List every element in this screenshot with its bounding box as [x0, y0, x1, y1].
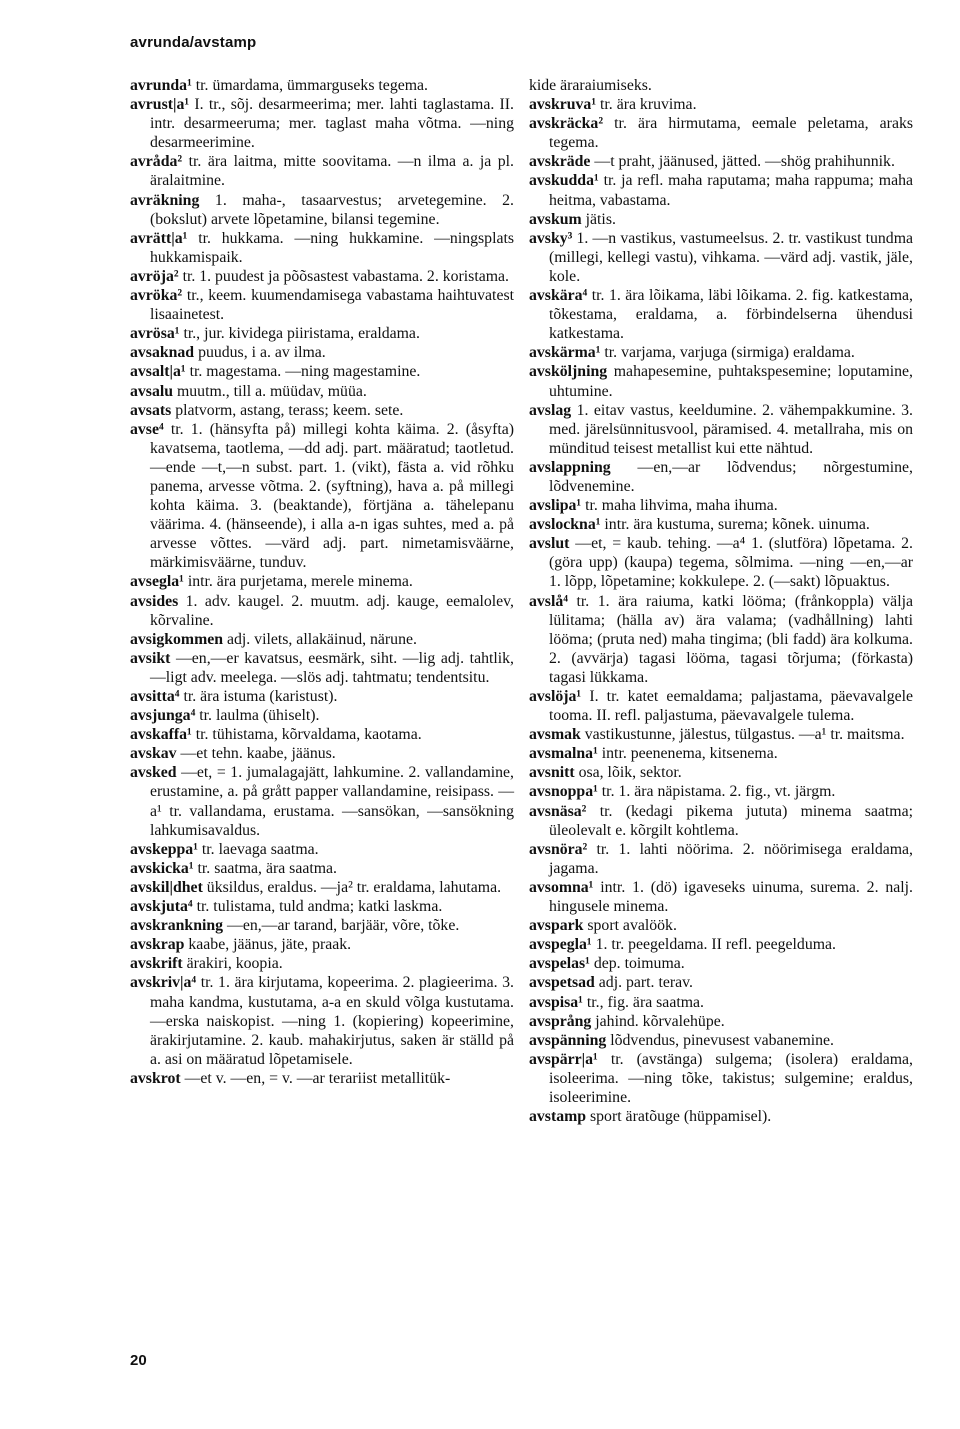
entry-headword: avsnitt	[529, 764, 575, 782]
entry-definition: kaabe, jäänus, jäte, praak.	[188, 936, 352, 954]
running-head: avrunda/avstamp	[130, 34, 257, 51]
entry-headword: avspärr|a¹	[529, 1050, 598, 1068]
dictionary-entry	[529, 744, 913, 763]
dictionary-entry	[529, 76, 913, 95]
dictionary-entry	[529, 592, 913, 687]
entry-headword: avrust|a¹	[130, 96, 190, 114]
dictionary-entry	[529, 687, 913, 725]
entry-headword: avsky³	[529, 229, 573, 247]
entry-headword: avskicka¹	[130, 859, 194, 877]
entry-headword: avspetsad	[529, 974, 595, 992]
dictionary-entry	[130, 954, 514, 973]
entry-definition: tr. ära laitma, mitte soovitama. —n ilma a. ja pl. äralaitmine.	[150, 153, 515, 190]
entry-headword: avråda²	[130, 153, 183, 171]
entry-definition: tr. (avstänga) sulgema; (isolera) eraldama, isoleerima. —ning tõke, takistus; sulgemine; eraldus, isoleerimine.	[549, 1050, 913, 1106]
dictionary-entry	[130, 286, 514, 324]
entry-definition: muutm., till a. müüdav, müüa.	[176, 382, 367, 400]
entry-definition: tr., fig. ära saatma.	[586, 993, 704, 1011]
dictionary-entry	[130, 420, 514, 573]
dictionary-entry	[529, 152, 913, 171]
entry-definition: intr. peenenema, kitsenema.	[601, 745, 778, 763]
entry-definition: adj. vilets, allakäinud, närune.	[226, 630, 417, 648]
entry-definition: tr. magestama. —ning magestamine.	[189, 363, 421, 381]
dictionary-entry	[130, 343, 514, 362]
entry-definition: tr. ja refl. maha raputama; maha rappuma; maha heitma, vabastama.	[549, 172, 913, 209]
entry-headword: avröja²	[130, 267, 179, 285]
entry-definition: tr. ära hirmutama, eemale peletama, araks tegema.	[549, 115, 913, 152]
entry-headword: avslipa¹	[529, 497, 582, 515]
entry-definition: osa, lõik, sektor.	[578, 764, 682, 782]
entry-headword: avsomna¹	[529, 878, 594, 896]
entry-definition: tr., jur. kividega piiristama, eraldama.	[183, 325, 420, 343]
entry-headword: avsats	[130, 401, 172, 419]
dictionary-entry	[529, 515, 913, 534]
entry-definition: 1. eitav vastus, keeldumine. 2. vähempakkumine. 3. med. järelsünnitusvool, päramised. 4. metallraha, mis on münditud teisest metallist kui ette nähtud.	[549, 401, 913, 457]
dictionary-entry	[130, 878, 514, 897]
entry-headword: avslag	[529, 401, 572, 419]
entry-headword: avröka²	[130, 287, 183, 305]
entry-definition: tr. tulistama, tuld andma; katki laskma.	[196, 898, 443, 916]
entry-definition: —et v. —en, = v. —ar terariist metallitük-	[184, 1069, 451, 1087]
entry-headword: avskräcka²	[529, 115, 604, 133]
page-number: 20	[130, 1352, 147, 1369]
dictionary-entry	[130, 382, 514, 401]
entry-headword: avskräde	[529, 153, 591, 171]
entry-definition: mahapesemine, puhtakspesemine; loputamine, uhtumine.	[549, 363, 914, 400]
dictionary-entry	[529, 993, 913, 1012]
dictionary-entry	[529, 840, 913, 878]
dictionary-entry	[529, 343, 913, 362]
entry-headword: avrösa¹	[130, 325, 180, 343]
entry-headword: avsalt|a¹	[130, 363, 186, 381]
entry-headword: avspänning	[529, 1031, 607, 1049]
entry-headword: avsmalna¹	[529, 745, 598, 763]
entry-headword: avslappning	[529, 458, 611, 476]
entry-definition: tr. 1. (hänsyfta på) millegi kohta käima. 2. (åsyfta) kavatsema, taotlema, —dd adj. part. määratud; taotletud. —ende —t,—n subst. part. 1. (vikt), fästa a. vid rõhku panema, arvesse võtma. 2. (syftning), hava a. på millegi kohta käima. 3. (beaktande), förtjäna a. tähelepanu väärima. 4. (hänseende), i alla a-n igas suhtes, med a. på arvesse võttes. —värd adj. part. nimetamisväärne, märkimisväärne, tunduv.	[150, 420, 514, 572]
entry-definition: —en,—er kavatsus, eesmärk, siht. —lig adj. tahtlik, —ligt adv. meelega. —slös adj. tahtmatu; tendentsitu.	[150, 649, 514, 686]
dictionary-entry	[130, 859, 514, 878]
entry-definition: —en,—ar lõdvendus; nõrgestumine, lõdvenemine.	[549, 458, 913, 495]
dictionary-entry	[529, 954, 913, 973]
dictionary-entry	[130, 744, 514, 763]
entry-headword: avslut	[529, 535, 570, 553]
entry-definition: puudus, i a. av ilma.	[198, 344, 326, 362]
entry-definition: tr. varjama, varjuga (sirmiga) eraldama.	[604, 344, 855, 362]
entry-headword: avskärma¹	[529, 344, 601, 362]
dictionary-entry	[529, 973, 913, 992]
entry-definition: 1. maha-, tasaarvestus; arvetegemine. 2. (bokslut) arvete lõpetamine, bilansi tegemine.	[150, 191, 514, 228]
dictionary-entry	[130, 935, 514, 954]
dictionary-entry	[529, 286, 913, 343]
entry-headword: avskil|dhet	[130, 878, 203, 896]
entry-definition: ärakiri, koopia.	[186, 955, 283, 973]
dictionary-entry	[529, 362, 913, 400]
entry-definition: 1. adv. kaugel. 2. muutm. adj. kauge, eemalolev, kõrvaline.	[150, 592, 514, 629]
entry-definition: tr. 1. ära raiuma, katki lööma; (frånkoppla) välja lülitama; (hälla av) ära valama; (vadhållning) lahti lööma; (pruta ned) maha tingima; (bli fadd) ära kolkuma. 2. (avvärja) tagasi lööma, tagasi tõrjuma; (förkasta) tagasi lükkama.	[549, 592, 913, 686]
entry-definition: jätis.	[585, 210, 616, 228]
entry-headword: avskum	[529, 210, 582, 228]
entry-headword: avsitta⁴	[130, 688, 180, 705]
entry-definition: tr. ära istuma (karistust).	[183, 688, 338, 705]
dictionary-entry	[130, 916, 514, 935]
dictionary-entry	[529, 496, 913, 515]
dictionary-entry	[529, 1031, 913, 1050]
entry-headword: avrätt|a¹	[130, 229, 188, 247]
entry-definition: tr. ümardama, ümmarguseks tegema.	[195, 77, 428, 94]
entry-definition: —et, = kaub. tehing. —a⁴ 1. (slutföra) lõpetama. 2. (göra upp) (kaupa) tegema, sõlmima. —ning —en,—ar 1. lõpp, lõpetamine; kokkulepe. 2. (—sakt) lõpuaktus.	[549, 535, 913, 591]
entry-headword: avstamp	[529, 1108, 587, 1126]
entry-headword: avsköljning	[529, 363, 608, 381]
dictionary-entry	[529, 763, 913, 782]
entry-definition: 1. —n vastikus, vastumeelsus. 2. tr. vastikust tundma (millegi, kellegi vastu), vihkama. —värd adj. vastik, jäle, kole.	[549, 229, 914, 285]
entry-headword: avslöja¹	[529, 688, 582, 705]
entry-definition: tr. (kedagi pikema jututa) minema saatma; üleolevalt e. kõrgilt kohtlema.	[549, 802, 913, 839]
dictionary-entry	[529, 401, 913, 458]
entry-definition: tr. 1. ära kirjutama, kopeerima. 2. plagieerima. 3. maha kandma, kustutama, a-a en skuld võlga kustutama. —erska naiskopist. —ning 1. (kopiering) kopeerimine, ärakirjutamine. 2. kaub. mahakirjutus, saken är ställd på a. asi on määratud lõpetamisele.	[150, 974, 514, 1068]
entry-headword: avrunda¹	[130, 77, 192, 94]
entry-headword: avskaffa¹	[130, 726, 192, 744]
entry-headword: avsked	[130, 764, 177, 782]
entry-headword: avsjunga⁴	[130, 707, 196, 725]
entry-definition: tr. tühistama, kõrvaldama, kaotama.	[195, 726, 422, 744]
entry-headword: avskudda¹	[529, 172, 599, 190]
entry-definition: 1. tr. peegeldama. II refl. peegelduma.	[595, 936, 836, 954]
dictionary-entry	[130, 572, 514, 591]
left-column	[130, 76, 514, 1088]
entry-headword: avse⁴	[130, 420, 164, 438]
dictionary-entry	[529, 725, 913, 744]
entry-headword: avsnäsa²	[529, 802, 587, 820]
entry-headword: avspisa¹	[529, 993, 583, 1011]
entry-definition: adj. part. terav.	[598, 974, 693, 992]
entry-definition: —t praht, jäänused, jätted. —shög prahihunnik.	[594, 153, 895, 171]
entry-headword: avskruva¹	[529, 96, 597, 114]
entry-headword: avsnoppa¹	[529, 783, 598, 801]
entry-definition: tr. ära kruvima.	[600, 96, 697, 114]
entry-headword: avskav	[130, 745, 177, 763]
dictionary-entry	[130, 706, 514, 725]
entry-definition: tr. laulma (ühiselt).	[199, 707, 320, 725]
dictionary-entry	[529, 878, 913, 916]
dictionary-entry	[529, 229, 913, 286]
entry-headword: avsaknad	[130, 344, 195, 362]
entry-definition: I. tr., sõj. desarmeerima; mer. lahti taglastama. II. intr. desarmeeruma; mer. taglast maha võtma. —ning desarmeerimine.	[150, 96, 514, 152]
dictionary-entry	[529, 935, 913, 954]
entry-definition: kide äraraiumiseks.	[529, 77, 652, 94]
entry-headword: avslockna¹	[529, 516, 601, 534]
dictionary-entry	[529, 782, 913, 801]
dictionary-entry	[130, 152, 514, 190]
entry-definition: tr. 1. ära lõikama, läbi lõikama. 2. fig. katkestama, tõkestama, eraldama, a. förbindelserna ühendusi katkestama.	[549, 287, 914, 343]
dictionary-entry	[529, 171, 913, 209]
entry-headword: avsigkommen	[130, 630, 224, 648]
entry-headword: avsalu	[130, 382, 174, 400]
entry-definition: lõdvendus, pinevusest vabanemine.	[610, 1031, 834, 1049]
entry-definition: tr. saatma, ära saatma.	[197, 859, 337, 877]
dictionary-entry	[130, 630, 514, 649]
right-column	[529, 76, 913, 1126]
dictionary-entry	[529, 114, 913, 152]
entry-headword: avskrift	[130, 955, 183, 973]
dictionary-entry	[130, 649, 514, 687]
entry-definition: tr. 1. puudest ja põõsastest vabastama. 2. koristama.	[182, 267, 509, 285]
entry-headword: avskrap	[130, 936, 185, 954]
dictionary-entry	[529, 1012, 913, 1031]
entry-definition: sport äratõuge (hüppamisel).	[590, 1108, 772, 1126]
entry-definition: tr. laevaga saatma.	[201, 840, 319, 858]
entry-definition: intr. ära kustuma, surema; kõnek. uinuma.	[604, 516, 870, 534]
entry-headword: avsprång	[529, 1012, 592, 1030]
dictionary-entry	[130, 229, 514, 267]
entry-definition: I. tr. katet eemaldama; paljastama, päevavalgele tooma. II. refl. paljastuma, päevavalgele tulema.	[549, 688, 914, 725]
dictionary-entry	[130, 687, 514, 706]
dictionary-entry	[130, 973, 514, 1068]
entry-definition: intr. 1. (dö) igaveseks uinuma, surema. 2. nalj. hingusele minema.	[549, 878, 913, 916]
dictionary-entry	[130, 95, 514, 152]
entry-headword: avskrankning	[130, 917, 224, 935]
entry-definition: —en,—ar tarand, barjäär, võre, tõke.	[227, 917, 460, 935]
entry-headword: avskeppa¹	[130, 840, 198, 858]
dictionary-entry	[130, 401, 514, 420]
dictionary-entry	[130, 725, 514, 744]
entry-headword: avskriv|a⁴	[130, 974, 197, 992]
entry-definition: tr. 1. lahti nöörima. 2. nöörimisega eraldama, jagama.	[549, 840, 913, 877]
dictionary-entry	[130, 840, 514, 859]
entry-headword: avskrot	[130, 1069, 181, 1087]
dictionary-entry	[130, 763, 514, 839]
dictionary-entry	[529, 916, 913, 935]
entry-headword: avsegla¹	[130, 573, 184, 591]
entry-definition: vastikustunne, jälestus, tülgastus. —a¹ tr. maitsma.	[584, 726, 905, 744]
dictionary-entry	[130, 1069, 514, 1088]
entry-definition: tr., keem. kuumendamisega vabastama haihtuvatest lisaainetest.	[150, 287, 514, 324]
dictionary-entry	[130, 267, 514, 286]
entry-headword: avspelas¹	[529, 955, 590, 973]
entry-headword: avsmak	[529, 726, 581, 744]
entry-headword: avskära⁴	[529, 287, 588, 305]
entry-definition: sport avalöök.	[587, 917, 677, 935]
dictionary-entry	[529, 210, 913, 229]
entry-definition: üksildus, eraldus. —ja² tr. eraldama, lahutama.	[206, 878, 502, 896]
entry-definition: —et tehn. kaabe, jäänus.	[180, 745, 336, 763]
dictionary-entry	[529, 95, 913, 114]
dictionary-entry	[130, 362, 514, 381]
entry-headword: avsikt	[130, 649, 171, 667]
entry-definition: platvorm, astang, terass; keem. sete.	[175, 401, 404, 419]
entry-headword: avsnöra²	[529, 840, 588, 858]
entry-definition: tr. hukkama. —ning hukkamine. —ningsplats hukkamispaik.	[150, 229, 514, 266]
entry-headword: avspark	[529, 917, 584, 935]
dictionary-entry	[130, 191, 514, 229]
dictionary-entry	[529, 1107, 913, 1126]
entry-definition: dep. toimuma.	[593, 955, 685, 973]
entry-definition: jahind. kõrvalehüpe.	[595, 1012, 725, 1030]
entry-headword: avräkning	[130, 191, 200, 209]
dictionary-entry	[529, 458, 913, 496]
dictionary-entry	[130, 76, 514, 95]
dictionary-entry	[529, 534, 913, 591]
dictionary-entry	[130, 324, 514, 343]
entry-headword: avslå⁴	[529, 592, 568, 610]
dictionary-entry	[529, 802, 913, 840]
dictionary-entry	[529, 1050, 913, 1107]
dictionary-entry	[130, 897, 514, 916]
dictionary-entry	[130, 592, 514, 630]
entry-definition: —et, = 1. jumalagajätt, lahkumine. 2. vallandamine, erustamine, a. på grått papper vallandamine, reisipass. —a¹ tr. vallandama, erustama. —sansökan, —sansökning lahkumisavaldus.	[150, 764, 514, 839]
entry-headword: avskjuta⁴	[130, 898, 193, 916]
entry-definition: intr. ära purjetama, merele minema.	[187, 573, 413, 591]
entry-headword: avspegla¹	[529, 936, 592, 954]
entry-definition: tr. 1. ära näpistama. 2. fig., vt. järgm.	[601, 783, 836, 801]
entry-definition: tr. maha lihvima, maha ihuma.	[585, 497, 778, 515]
entry-headword: avsides	[130, 592, 179, 610]
